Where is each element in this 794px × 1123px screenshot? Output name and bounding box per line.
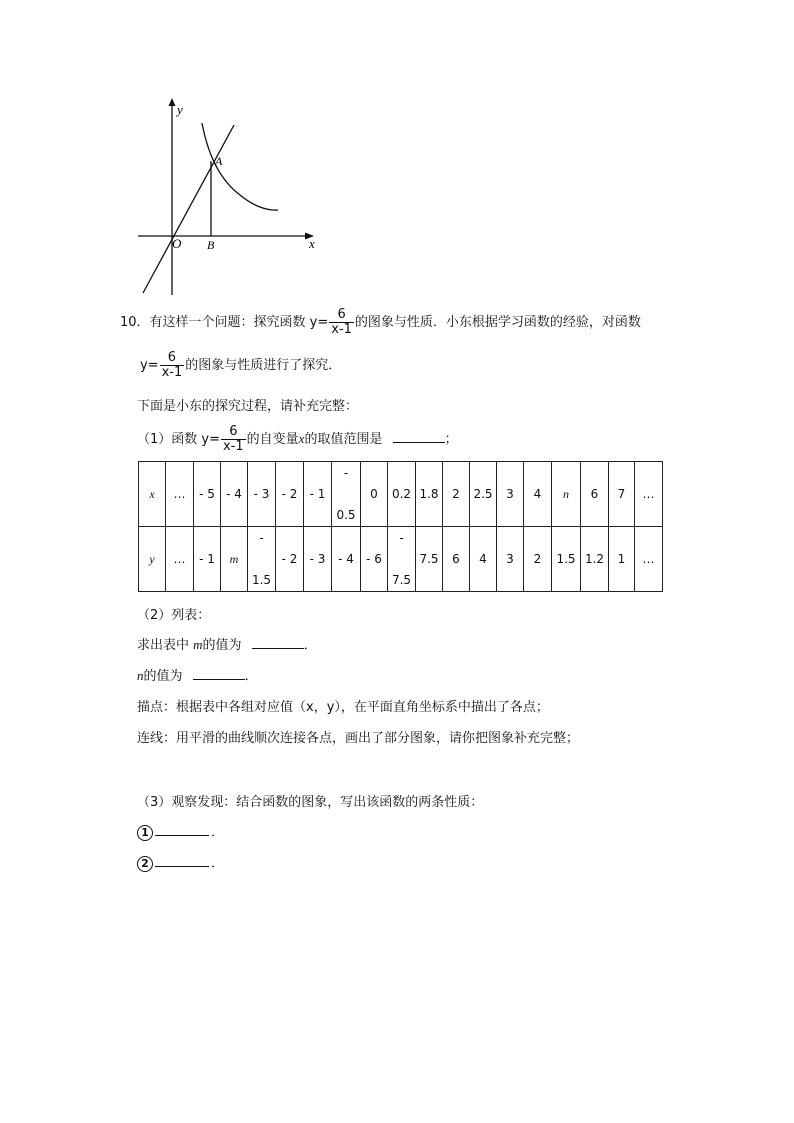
table-cell: … bbox=[635, 462, 663, 527]
fraction-6-over-x-1: $\frac{6}{x-1}$ bbox=[161, 350, 183, 380]
q10-line2: y= $\frac{6}{x-1}$ 的图象与性质进行了探究． bbox=[140, 350, 342, 380]
q10-line1: 10．有这样一个问题：探究函数 y= $\frac{6}{x-1}$ 的图象与性质．小东根据学习函数的经验，对函数 bbox=[120, 307, 641, 337]
table-cell: 7.5 bbox=[416, 527, 443, 592]
table-cell: 4 bbox=[524, 462, 552, 527]
table-cell: m bbox=[221, 527, 248, 592]
domain-answer-blank[interactable] bbox=[393, 430, 445, 443]
part2-title: （2）列表： bbox=[137, 608, 211, 623]
table-cell: … bbox=[166, 527, 194, 592]
part3-title: （3）观察发现：结合函数的图象，写出该函数的两条性质： bbox=[137, 795, 484, 810]
property-item-2: 2 ． bbox=[137, 852, 224, 872]
table-cell: - 5 bbox=[194, 462, 221, 527]
n-question: n的值为 ． bbox=[137, 668, 258, 684]
plot-instruction: 描点：根据表中各组对应值（x，y），在平面直角坐标系中描出了各点； bbox=[137, 700, 549, 715]
table-cell: 1.8 bbox=[416, 462, 443, 527]
point-b-label: B bbox=[207, 238, 215, 252]
table-cell: 7 bbox=[609, 462, 635, 527]
row-header: y bbox=[139, 527, 166, 592]
table-cell: 0 bbox=[361, 462, 388, 527]
table-cell: - 6 bbox=[361, 527, 388, 592]
value-table bbox=[138, 461, 663, 592]
table-cell: - 4 bbox=[332, 527, 361, 592]
table-cell: - 2 bbox=[276, 527, 304, 592]
question-number: 10． bbox=[120, 315, 150, 330]
property-2-blank[interactable] bbox=[155, 854, 209, 867]
fraction-6-over-x-1: $\frac{6}{x-1}$ bbox=[223, 424, 244, 454]
table-cell: - 7.5 bbox=[388, 527, 416, 592]
function-graph bbox=[130, 95, 350, 305]
origin-label: O bbox=[172, 236, 182, 251]
m-question: 求出表中 m的值为 ． bbox=[137, 637, 317, 653]
table-cell: 1.2 bbox=[581, 527, 609, 592]
table-row-y bbox=[139, 527, 663, 592]
hyperbola-curve bbox=[202, 123, 278, 210]
table-cell: 0.2 bbox=[388, 462, 416, 527]
table-cell: 6 bbox=[443, 527, 470, 592]
n-answer-blank[interactable] bbox=[193, 667, 245, 680]
table-cell: 3 bbox=[497, 462, 524, 527]
connect-instruction: 连线：用平滑的曲线顺次连接各点，画出了部分图象，请你把图象补充完整； bbox=[137, 731, 580, 746]
table-cell: … bbox=[635, 527, 663, 592]
line-through-origin bbox=[143, 125, 234, 293]
part1-line: （1）函数 y= $\frac{6}{x-1}$ 的自变量x的取值范围是 ； bbox=[137, 424, 458, 454]
table-cell: 2.5 bbox=[470, 462, 497, 527]
table-cell: n bbox=[552, 462, 581, 527]
table-cell: - 4 bbox=[221, 462, 248, 527]
table-cell: 2 bbox=[443, 462, 470, 527]
table-cell: 1 bbox=[609, 527, 635, 592]
m-answer-blank[interactable] bbox=[252, 636, 304, 649]
point-a-label: A bbox=[215, 154, 223, 168]
y-axis-label: y bbox=[177, 102, 183, 117]
table-cell: 6 bbox=[581, 462, 609, 527]
y-axis-arrow bbox=[169, 98, 176, 106]
table-cell: - 3 bbox=[304, 527, 332, 592]
row-header: x bbox=[139, 462, 166, 527]
table-cell: - 3 bbox=[248, 462, 276, 527]
table-cell: 1.5 bbox=[552, 527, 581, 592]
table-cell: - 1 bbox=[194, 527, 221, 592]
table-cell: - 2 bbox=[276, 462, 304, 527]
x-axis-label: x bbox=[309, 236, 315, 251]
table-cell: … bbox=[166, 462, 194, 527]
q10-line3: 下面是小东的探究过程，请补充完整： bbox=[137, 399, 359, 414]
property-1-blank[interactable] bbox=[155, 823, 209, 836]
fraction-6-over-x-1: $\frac{6}{x-1}$ bbox=[331, 307, 352, 337]
table-cell: - 1 bbox=[304, 462, 332, 527]
table-cell: 3 bbox=[497, 527, 524, 592]
table-cell: 4 bbox=[470, 527, 497, 592]
circled-one-icon: 1 bbox=[137, 825, 153, 841]
circled-two-icon: 2 bbox=[137, 856, 153, 872]
property-item-1: 1 ． bbox=[137, 821, 224, 841]
table-cell: 2 bbox=[524, 527, 552, 592]
table-cell: - 1.5 bbox=[248, 527, 276, 592]
table-cell: - 0.5 bbox=[332, 462, 361, 527]
table-row-x bbox=[139, 462, 663, 527]
